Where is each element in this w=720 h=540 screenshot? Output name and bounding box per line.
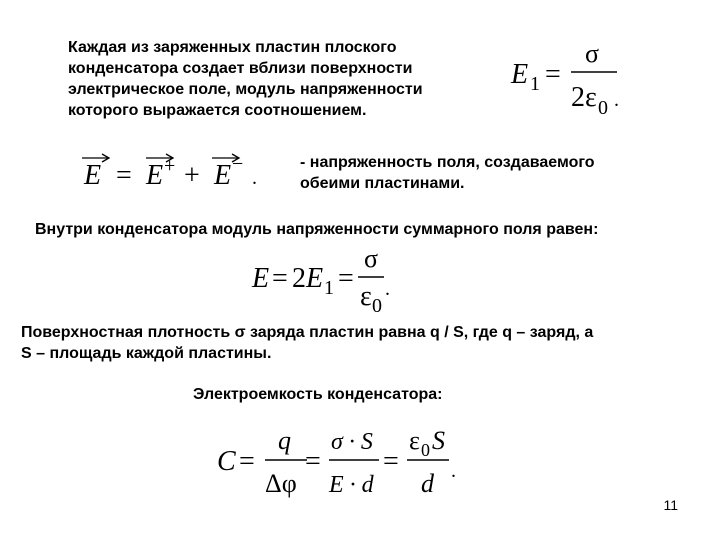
intro-line-1: Каждая из заряженных пластин плоского bbox=[68, 39, 397, 56]
cap-f2-numerator: σ · S bbox=[331, 429, 373, 455]
formula-e-total-svg bbox=[250, 244, 400, 317]
sum-minus-superscript: − bbox=[232, 153, 244, 175]
cap-f1-numerator: q bbox=[278, 426, 291, 455]
cap-c: C bbox=[217, 446, 236, 477]
sum-caption-line-2: обеими пластинами. bbox=[300, 175, 465, 192]
sum-e: E bbox=[84, 160, 102, 191]
cap-f3-denominator: d bbox=[421, 469, 434, 498]
sum-e-plus: E bbox=[146, 160, 164, 191]
inside-text: Внутри конденсатора модуль напряженности суммарного поля равен: bbox=[35, 221, 599, 238]
e1-numerator: σ bbox=[585, 39, 600, 68]
cap-f2-denominator: E · d bbox=[329, 472, 374, 498]
cap-equals-3: = bbox=[383, 446, 399, 477]
total-e1: E bbox=[306, 263, 324, 294]
total-period: . bbox=[385, 278, 390, 300]
formula-sum bbox=[78, 148, 268, 198]
density-line-2: S – площадь каждой пластины. bbox=[21, 345, 272, 362]
formula-e1 bbox=[505, 38, 625, 123]
total-den-subscript: 0 bbox=[372, 295, 382, 317]
sum-caption-line-1: - напряженность поля, создаваемого bbox=[300, 154, 595, 171]
formula-e-total bbox=[250, 244, 400, 320]
e1-den-subscript: 0 bbox=[598, 97, 608, 119]
cap-f3-numerator: ε bbox=[409, 426, 420, 455]
sum-period: . bbox=[252, 167, 257, 189]
formula-capacitance-svg bbox=[215, 423, 465, 503]
cap-equals-1: = bbox=[239, 446, 255, 477]
total-equals-1: = bbox=[272, 263, 288, 294]
cap-period: . bbox=[451, 460, 456, 482]
intro-line-3: электрическое поле, модуль напряженности bbox=[68, 81, 423, 98]
cap-f3-numerator-subscript: 0 bbox=[421, 440, 430, 460]
e1-equals: = bbox=[545, 59, 561, 90]
sum-plus: + bbox=[184, 160, 200, 191]
total-numerator: σ bbox=[364, 244, 379, 273]
cap-f3-numerator-s: S bbox=[432, 426, 445, 455]
intro-paragraph bbox=[68, 37, 423, 121]
capacitance-heading: Электроемкость конденсатора: bbox=[193, 386, 443, 403]
total-denominator: ε bbox=[360, 281, 372, 312]
sum-e-minus: E bbox=[214, 160, 232, 191]
total-e: E bbox=[252, 263, 270, 294]
sum-plus-superscript: + bbox=[164, 155, 176, 177]
formula-sum-svg bbox=[78, 148, 268, 193]
density-line-1: Поверхностная плотность σ заряда пластин равна q / S, где q – заряд, а bbox=[21, 324, 594, 341]
sum-caption bbox=[300, 152, 595, 194]
intro-line-2: конденсатора создает вблизи поверхности bbox=[68, 60, 413, 77]
density-paragraph bbox=[21, 322, 593, 364]
cap-equals-2: = bbox=[305, 446, 321, 477]
formula-capacitance bbox=[215, 423, 465, 508]
sum-equals: = bbox=[116, 160, 132, 191]
total-two: 2 bbox=[292, 263, 306, 294]
e1-subscript: 1 bbox=[530, 73, 540, 95]
total-equals-2: = bbox=[338, 263, 354, 294]
intro-line-4: которого выражается соотношением. bbox=[68, 102, 367, 119]
e1-period: . bbox=[614, 89, 619, 111]
e1-denominator: 2ε bbox=[571, 82, 597, 113]
e1-symbol: E bbox=[511, 59, 529, 90]
total-e1-subscript: 1 bbox=[324, 277, 334, 299]
cap-f1-denominator: Δφ bbox=[265, 469, 297, 498]
page-number: 11 bbox=[663, 497, 678, 513]
formula-e1-svg bbox=[505, 38, 625, 118]
